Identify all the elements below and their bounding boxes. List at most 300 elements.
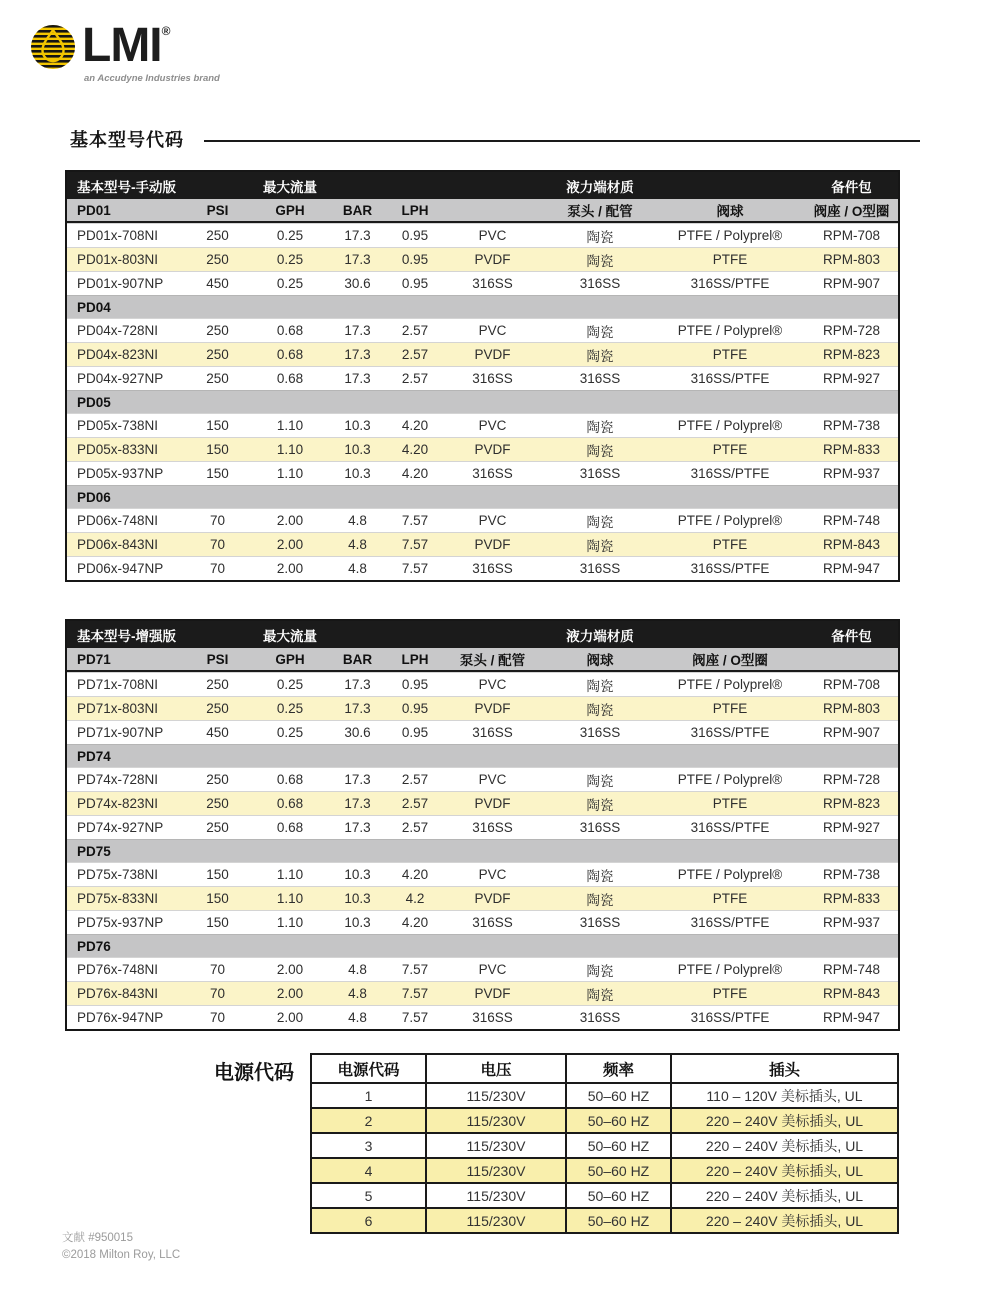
spare-pack-code: RPM-843: [822, 537, 881, 552]
header-materials: 液力端材质: [566, 179, 634, 195]
copyright: ©2018 Milton Roy, LLC: [62, 1248, 181, 1261]
subheader-bar: BAR: [342, 202, 373, 218]
model-code: PD71x-803NI: [77, 701, 159, 716]
registered-mark: ®: [161, 24, 170, 38]
valve-seat-material: PTFE: [712, 442, 748, 457]
psi-value: 70: [209, 537, 226, 552]
power-column-header: 电压: [426, 1054, 566, 1083]
psi-value: 250: [206, 252, 229, 267]
voltage: 115/230V: [426, 1133, 566, 1158]
model-row: [67, 1005, 898, 1029]
spare-pack-code: RPM-738: [822, 867, 881, 882]
frequency: 50–60 HZ: [566, 1208, 671, 1233]
model-code: PD74x-728NI: [77, 772, 159, 787]
power-code-row: [311, 1183, 898, 1208]
valve-seat-material: PTFE: [712, 796, 748, 811]
psi-value: 450: [206, 725, 229, 740]
lph-value: 0.95: [401, 276, 429, 291]
bar-value: 17.3: [344, 228, 371, 243]
model-code: PD05x-937NP: [77, 466, 164, 481]
pump-head-material: 316SS: [472, 820, 513, 835]
lph-value: 4.20: [401, 466, 429, 481]
valve-seat-material: 316SS/PTFE: [690, 561, 770, 576]
lph-value: 7.57: [401, 561, 429, 576]
frequency: 50–60 HZ: [566, 1133, 671, 1158]
lph-value: 2.57: [401, 323, 429, 338]
model-code: PD06x-748NI: [77, 513, 159, 528]
frequency: 50–60 HZ: [566, 1183, 671, 1208]
spare-pack-code: RPM-907: [822, 725, 881, 740]
lph-value: 4.20: [401, 418, 429, 433]
psi-value: 450: [206, 276, 229, 291]
bar-value: 17.3: [344, 701, 371, 716]
subheader-lph: LPH: [401, 651, 429, 667]
psi-value: 250: [206, 228, 229, 243]
bar-value: 30.6: [344, 725, 371, 740]
subheader-psi: PSI: [206, 651, 229, 667]
valve-ball-material: 316SS: [579, 915, 621, 930]
model-code: PD01x-907NP: [77, 276, 164, 291]
spare-pack-code: RPM-927: [822, 371, 881, 386]
frequency: 50–60 HZ: [566, 1108, 671, 1133]
lph-value: 4.20: [401, 867, 429, 882]
bar-value: 17.3: [344, 820, 371, 835]
bar-value: 10.3: [344, 442, 371, 457]
pump-head-material: 316SS: [472, 466, 513, 481]
model-code: PD75x-738NI: [77, 867, 159, 882]
table-subheader: [67, 199, 898, 223]
valve-seat-material: 316SS/PTFE: [690, 1010, 770, 1025]
pump-head-material: PVC: [478, 677, 507, 692]
valve-ball-material: 陶瓷: [586, 348, 614, 364]
spare-pack-code: RPM-947: [822, 561, 881, 576]
pump-head-material: PVDF: [474, 442, 511, 457]
model-row: [67, 342, 898, 366]
valve-ball-material: 316SS: [579, 561, 621, 576]
spare-pack-code: RPM-927: [822, 820, 881, 835]
doc-number: 文献 #950015: [62, 1232, 133, 1244]
lph-value: 4.2: [405, 891, 425, 906]
header-materials: 液力端材质: [566, 628, 634, 644]
model-code: PD05x-738NI: [77, 418, 159, 433]
valve-ball-material: 陶瓷: [586, 324, 614, 340]
power-column-header: 电源代码: [311, 1054, 426, 1083]
lph-value: 7.57: [401, 537, 429, 552]
gph-value: 0.68: [276, 820, 304, 835]
psi-value: 250: [206, 347, 229, 362]
gph-value: 2.00: [276, 1010, 304, 1025]
pump-head-material: PVDF: [474, 701, 511, 716]
gph-value: 0.25: [276, 725, 304, 740]
pump-head-material: PVDF: [474, 537, 511, 552]
valve-seat-material: 316SS/PTFE: [690, 466, 770, 481]
gph-value: 1.10: [276, 867, 304, 882]
power-code-row: [311, 1133, 898, 1158]
logo-tagline: an Accudyne Industries brand: [84, 73, 220, 84]
spare-pack-code: RPM-833: [822, 891, 881, 906]
spare-pack-code: RPM-937: [822, 466, 881, 481]
header-title: 基本型号-手动版: [77, 179, 176, 195]
lmi-drop-icon: [30, 24, 76, 70]
bar-value: 4.8: [348, 986, 367, 1001]
power-code-side-label: 电源代码: [214, 1062, 294, 1084]
psi-value: 250: [206, 796, 229, 811]
subheader-model: PD01: [77, 202, 111, 218]
valve-ball-material: 陶瓷: [586, 678, 614, 694]
bar-value: 10.3: [344, 915, 371, 930]
lph-value: 7.57: [401, 962, 429, 977]
lmi-logo: [30, 19, 220, 84]
plug-type: 220 – 240V 美标插头, UL: [671, 1158, 898, 1183]
bar-value: 17.3: [344, 371, 371, 386]
page-title: 基本型号代码: [70, 130, 184, 150]
pump-head-material: PVC: [478, 323, 507, 338]
spare-pack-code: RPM-748: [822, 962, 881, 977]
power-code-row: [311, 1208, 898, 1233]
valve-seat-material: 316SS/PTFE: [690, 725, 770, 740]
lph-value: 0.95: [401, 228, 429, 243]
valve-ball-material: 陶瓷: [586, 229, 614, 245]
spare-pack-code: RPM-937: [822, 915, 881, 930]
spare-pack-code: RPM-803: [822, 252, 881, 267]
gph-value: 0.68: [276, 371, 304, 386]
gph-value: 0.68: [276, 796, 304, 811]
series-section-row: PD76: [67, 934, 898, 957]
valve-ball-material: 陶瓷: [586, 702, 614, 718]
pump-head-material: PVDF: [474, 986, 511, 1001]
gph-value: 0.68: [276, 772, 304, 787]
model-row: [67, 720, 898, 744]
bar-value: 4.8: [348, 962, 367, 977]
bar-value: 17.3: [344, 323, 371, 338]
psi-value: 150: [206, 915, 229, 930]
gph-value: 0.25: [276, 252, 304, 267]
series-section-row: PD74: [67, 744, 898, 767]
model-row: [67, 508, 898, 532]
subheader-valve-seat: 阀座 / O型圈: [692, 653, 768, 668]
model-code: PD75x-833NI: [77, 891, 159, 906]
power-code-row: [311, 1158, 898, 1183]
psi-value: 250: [206, 323, 229, 338]
model-row: [67, 791, 898, 815]
lmi-logo-row: [30, 19, 220, 72]
header-title: 基本型号-增强版: [77, 628, 176, 644]
valve-ball-material: 陶瓷: [586, 443, 614, 459]
pump-head-material: 316SS: [472, 371, 513, 386]
bar-value: 10.3: [344, 466, 371, 481]
power-code-table: [310, 1053, 899, 1234]
spare-pack-code: RPM-823: [822, 347, 881, 362]
model-row: [67, 223, 898, 247]
gph-value: 2.00: [276, 986, 304, 1001]
model-code: PD74x-927NP: [77, 820, 164, 835]
model-code: PD04x-927NP: [77, 371, 164, 386]
spare-pack-code: RPM-728: [822, 323, 881, 338]
psi-value: 250: [206, 701, 229, 716]
power-code: 2: [311, 1108, 426, 1133]
model-code: PD06x-947NP: [77, 561, 164, 576]
power-code-row: [311, 1108, 898, 1133]
power-column-header: 频率: [566, 1054, 671, 1083]
valve-ball-material: 陶瓷: [586, 773, 614, 789]
gph-value: 2.00: [276, 513, 304, 528]
bar-value: 10.3: [344, 867, 371, 882]
subheader-model: PD71: [77, 651, 111, 667]
pump-head-material: PVC: [478, 772, 507, 787]
power-code: 6: [311, 1208, 426, 1233]
psi-value: 70: [209, 962, 226, 977]
gph-value: 0.68: [276, 323, 304, 338]
valve-ball-material: 陶瓷: [586, 419, 614, 435]
model-row: [67, 886, 898, 910]
valve-ball-material: 316SS: [579, 466, 621, 481]
model-row: [67, 815, 898, 839]
valve-ball-material: 陶瓷: [586, 868, 614, 884]
valve-seat-material: PTFE: [712, 891, 748, 906]
gph-value: 1.10: [276, 418, 304, 433]
subheader-lph: LPH: [401, 202, 429, 218]
psi-value: 150: [206, 466, 229, 481]
model-code: PD75x-937NP: [77, 915, 164, 930]
spare-pack-code: RPM-748: [822, 513, 881, 528]
valve-seat-material: 316SS/PTFE: [690, 276, 770, 291]
header-spare-pack: 备件包: [831, 179, 872, 195]
voltage: 115/230V: [426, 1083, 566, 1108]
spare-pack-code: RPM-947: [822, 1010, 881, 1025]
pump-head-material: PVDF: [474, 796, 511, 811]
model-table-enhanced: [65, 619, 900, 1031]
subheader-bar: BAR: [342, 651, 373, 667]
frequency: 50–60 HZ: [566, 1083, 671, 1108]
pump-head-material: PVDF: [474, 252, 511, 267]
gph-value: 1.10: [276, 891, 304, 906]
psi-value: 70: [209, 513, 226, 528]
spare-pack-code: RPM-708: [822, 677, 881, 692]
power-code: 3: [311, 1133, 426, 1158]
pump-head-material: 316SS: [472, 561, 513, 576]
psi-value: 250: [206, 371, 229, 386]
power-table-header-row: [311, 1054, 898, 1083]
pump-head-material: 316SS: [472, 915, 513, 930]
power-table-body: [311, 1083, 898, 1233]
pump-head-material: PVDF: [474, 347, 511, 362]
lph-value: 2.57: [401, 347, 429, 362]
plug-type: 220 – 240V 美标插头, UL: [671, 1133, 898, 1158]
spare-pack-code: RPM-823: [822, 796, 881, 811]
lph-value: 7.57: [401, 513, 429, 528]
gph-value: 2.00: [276, 962, 304, 977]
valve-seat-material: PTFE: [712, 701, 748, 716]
bar-value: 17.3: [344, 347, 371, 362]
subheader-gph: GPH: [275, 202, 305, 218]
bar-value: 10.3: [344, 418, 371, 433]
plug-type: 220 – 240V 美标插头, UL: [671, 1208, 898, 1233]
model-code: PD04x-728NI: [77, 323, 159, 338]
pump-head-material: 316SS: [472, 725, 513, 740]
gph-value: 0.25: [276, 701, 304, 716]
model-row: [67, 366, 898, 390]
bar-value: 17.3: [344, 796, 371, 811]
model-code: PD76x-843NI: [77, 986, 159, 1001]
lph-value: 2.57: [401, 772, 429, 787]
table-header-bar: [67, 621, 898, 648]
bar-value: 30.6: [344, 276, 371, 291]
valve-seat-material: PTFE / Polyprel®: [677, 962, 783, 977]
spare-pack-code: RPM-833: [822, 442, 881, 457]
psi-value: 150: [206, 418, 229, 433]
model-code: PD01x-708NI: [77, 228, 159, 243]
series-section-row: PD05: [67, 390, 898, 413]
valve-seat-material: PTFE: [712, 347, 748, 362]
pump-head-material: PVC: [478, 867, 507, 882]
model-row: [67, 271, 898, 295]
model-row: [67, 672, 898, 696]
pump-head-material: PVC: [478, 513, 507, 528]
spare-pack-code: RPM-708: [822, 228, 881, 243]
valve-seat-material: PTFE / Polyprel®: [677, 772, 783, 787]
model-row: [67, 957, 898, 981]
model-row: [67, 247, 898, 271]
model-code: PD76x-748NI: [77, 962, 159, 977]
model-row: [67, 910, 898, 934]
valve-ball-material: 陶瓷: [586, 538, 614, 554]
pump-head-material: 316SS: [472, 276, 513, 291]
bar-value: 17.3: [344, 252, 371, 267]
model-row: [67, 318, 898, 342]
valve-seat-material: PTFE: [712, 986, 748, 1001]
gph-value: 1.10: [276, 442, 304, 457]
power-code-row: [311, 1083, 898, 1108]
valve-seat-material: PTFE / Polyprel®: [677, 418, 783, 433]
psi-value: 70: [209, 561, 226, 576]
power-column-header: 插头: [671, 1054, 898, 1083]
subheader-pump-head: 泵头 / 配管: [567, 204, 633, 219]
model-table-manual: [65, 170, 900, 582]
valve-seat-material: PTFE / Polyprel®: [677, 677, 783, 692]
model-code: PD05x-833NI: [77, 442, 159, 457]
psi-value: 150: [206, 867, 229, 882]
valve-seat-material: 316SS/PTFE: [690, 371, 770, 386]
frequency: 50–60 HZ: [566, 1158, 671, 1183]
valve-ball-material: 陶瓷: [586, 892, 614, 908]
bar-value: 4.8: [348, 537, 367, 552]
header-max-flow: 最大流量: [263, 628, 317, 644]
model-row: [67, 981, 898, 1005]
model-row: [67, 413, 898, 437]
gph-value: 1.10: [276, 915, 304, 930]
valve-seat-material: PTFE / Polyprel®: [677, 867, 783, 882]
plug-type: 110 – 120V 美标插头, UL: [671, 1083, 898, 1108]
subheader-pump-head: 泵头 / 配管: [459, 653, 526, 668]
bar-value: 4.8: [348, 561, 367, 576]
table-header-bar: [67, 172, 898, 199]
spare-pack-code: RPM-728: [822, 772, 881, 787]
pump-head-material: PVC: [478, 418, 507, 433]
lph-value: 0.95: [401, 252, 429, 267]
valve-seat-material: PTFE: [712, 252, 748, 267]
lph-value: 0.95: [401, 677, 429, 692]
bar-value: 17.3: [344, 677, 371, 692]
model-code: PD76x-947NP: [77, 1010, 164, 1025]
valve-ball-material: 陶瓷: [586, 963, 614, 979]
psi-value: 250: [206, 772, 229, 787]
valve-seat-material: 316SS/PTFE: [690, 915, 770, 930]
lph-value: 7.57: [401, 986, 429, 1001]
psi-value: 250: [206, 820, 229, 835]
series-section-row: PD06: [67, 485, 898, 508]
psi-value: 150: [206, 891, 229, 906]
voltage: 115/230V: [426, 1108, 566, 1133]
valve-ball-material: 316SS: [579, 725, 621, 740]
lph-value: 2.57: [401, 371, 429, 386]
model-code: PD71x-708NI: [77, 677, 159, 692]
plug-type: 220 – 240V 美标插头, UL: [671, 1183, 898, 1208]
valve-ball-material: 陶瓷: [586, 253, 614, 269]
lph-value: 2.57: [401, 796, 429, 811]
spare-pack-code: RPM-738: [822, 418, 881, 433]
subheader-gph: GPH: [275, 651, 305, 667]
model-code: PD74x-823NI: [77, 796, 159, 811]
gph-value: 0.25: [276, 677, 304, 692]
pump-head-material: PVC: [478, 962, 507, 977]
psi-value: 70: [209, 986, 226, 1001]
gph-value: 0.25: [276, 228, 304, 243]
valve-ball-material: 316SS: [579, 1010, 621, 1025]
lph-value: 0.95: [401, 725, 429, 740]
bar-value: 4.8: [348, 1010, 367, 1025]
title-rule: [204, 140, 920, 142]
bar-value: 10.3: [344, 891, 371, 906]
subheader-valve-seat: 阀座 / O型圈: [813, 204, 890, 219]
model-row: [67, 556, 898, 580]
model-code: PD04x-823NI: [77, 347, 159, 362]
power-code: 4: [311, 1158, 426, 1183]
valve-seat-material: PTFE / Polyprel®: [677, 323, 783, 338]
gph-value: 2.00: [276, 561, 304, 576]
spare-pack-code: RPM-803: [822, 701, 881, 716]
bar-value: 4.8: [348, 513, 367, 528]
model-row: [67, 862, 898, 886]
pump-head-material: 316SS: [472, 1010, 513, 1025]
valve-ball-material: 316SS: [579, 371, 621, 386]
valve-seat-material: PTFE / Polyprel®: [677, 228, 783, 243]
page-footer: [62, 1230, 180, 1263]
voltage: 115/230V: [426, 1183, 566, 1208]
lph-value: 4.20: [401, 915, 429, 930]
valve-ball-material: 陶瓷: [586, 987, 614, 1003]
valve-ball-material: 陶瓷: [586, 514, 614, 530]
valve-ball-material: 316SS: [579, 276, 621, 291]
section-title-row: [70, 126, 920, 152]
lph-value: 4.20: [401, 442, 429, 457]
subheader-valve-ball: 阀球: [586, 653, 614, 668]
lph-value: 7.57: [401, 1010, 429, 1025]
model-row: [67, 696, 898, 720]
gph-value: 1.10: [276, 466, 304, 481]
gph-value: 2.00: [276, 537, 304, 552]
model-code: PD06x-843NI: [77, 537, 159, 552]
power-code: 1: [311, 1083, 426, 1108]
spare-pack-code: RPM-843: [822, 986, 881, 1001]
model-row: [67, 437, 898, 461]
model-row: [67, 532, 898, 556]
model-row: [67, 461, 898, 485]
valve-seat-material: PTFE: [712, 537, 748, 552]
pump-head-material: PVDF: [474, 891, 511, 906]
model-code: PD71x-907NP: [77, 725, 164, 740]
table-subheader: [67, 648, 898, 672]
bar-value: 17.3: [344, 772, 371, 787]
